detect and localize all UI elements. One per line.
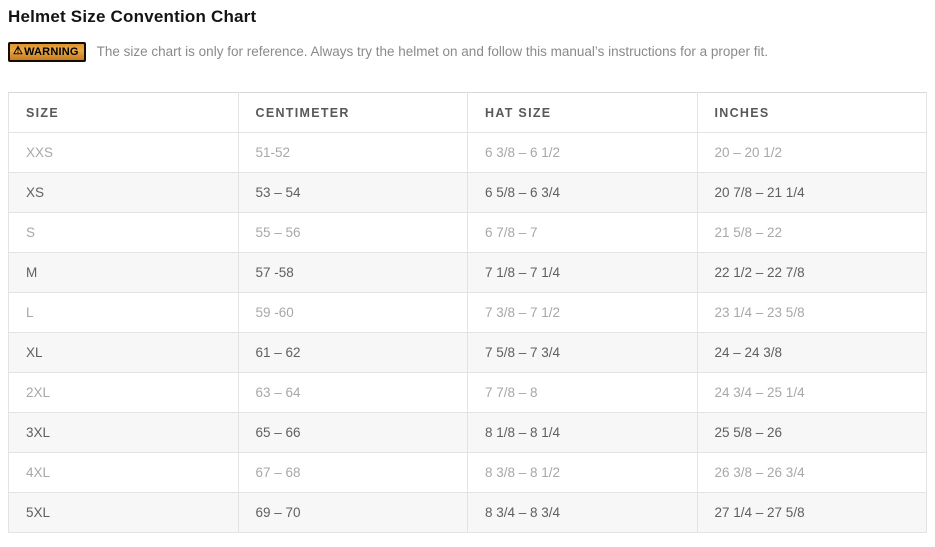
table-row <box>9 333 927 373</box>
table-cell: M <box>9 253 239 293</box>
warning-badge <box>8 42 86 62</box>
table-cell: 51-52 <box>238 133 468 173</box>
table-header-row <box>9 93 927 133</box>
table-cell: 20 7/8 – 21 1/4 <box>697 173 927 213</box>
table-cell: S <box>9 213 239 253</box>
table-row <box>9 173 927 213</box>
table-cell: L <box>9 293 239 333</box>
table-cell: 55 – 56 <box>238 213 468 253</box>
table-cell: 6 5/8 – 6 3/4 <box>468 173 698 213</box>
table-row <box>9 413 927 453</box>
table-cell: 69 – 70 <box>238 493 468 533</box>
warning-row <box>8 41 927 62</box>
table-cell: 4XL <box>9 453 239 493</box>
table-row <box>9 453 927 493</box>
table-row <box>9 213 927 253</box>
table-row <box>9 493 927 533</box>
table-cell: XS <box>9 173 239 213</box>
table-cell: 7 7/8 – 8 <box>468 373 698 413</box>
table-cell: 2XL <box>9 373 239 413</box>
column-header-hat-size: HAT SIZE <box>468 93 698 133</box>
table-cell: 27 1/4 – 27 5/8 <box>697 493 927 533</box>
table-cell: XXS <box>9 133 239 173</box>
column-header-size: SIZE <box>9 93 239 133</box>
table-cell: 20 – 20 1/2 <box>697 133 927 173</box>
table-cell: 23 1/4 – 23 5/8 <box>697 293 927 333</box>
table-row <box>9 133 927 173</box>
table-cell: 5XL <box>9 493 239 533</box>
page-title: Helmet Size Convention Chart <box>8 7 257 26</box>
table-cell: 61 – 62 <box>238 333 468 373</box>
table-row <box>9 373 927 413</box>
table-cell: 3XL <box>9 413 239 453</box>
table-cell: 26 3/8 – 26 3/4 <box>697 453 927 493</box>
table-cell: 6 7/8 – 7 <box>468 213 698 253</box>
table-cell: 57 -58 <box>238 253 468 293</box>
table-cell: 8 3/4 – 8 3/4 <box>468 493 698 533</box>
table-row <box>9 253 927 293</box>
table-cell: 53 – 54 <box>238 173 468 213</box>
table-cell: 22 1/2 – 22 7/8 <box>697 253 927 293</box>
table-cell: 25 5/8 – 26 <box>697 413 927 453</box>
size-chart-body <box>9 133 927 533</box>
table-cell: 7 5/8 – 7 3/4 <box>468 333 698 373</box>
table-cell: 6 3/8 – 6 1/2 <box>468 133 698 173</box>
column-header-centimeter: CENTIMETER <box>238 93 468 133</box>
table-cell: 8 1/8 – 8 1/4 <box>468 413 698 453</box>
table-cell: 7 3/8 – 7 1/2 <box>468 293 698 333</box>
warning-triangle-icon: ⚠ <box>13 45 24 57</box>
warning-badge-label: WARNING <box>24 45 79 58</box>
size-chart-table <box>8 92 927 533</box>
table-cell: 21 5/8 – 22 <box>697 213 927 253</box>
table-cell: 65 – 66 <box>238 413 468 453</box>
table-cell: 24 3/4 – 25 1/4 <box>697 373 927 413</box>
table-cell: 24 – 24 3/8 <box>697 333 927 373</box>
table-cell: 67 – 68 <box>238 453 468 493</box>
size-chart-header <box>9 93 927 133</box>
column-header-inches: INCHES <box>697 93 927 133</box>
table-row <box>9 293 927 333</box>
table-cell: 59 -60 <box>238 293 468 333</box>
table-cell: 8 3/8 – 8 1/2 <box>468 453 698 493</box>
table-cell: 7 1/8 – 7 1/4 <box>468 253 698 293</box>
table-cell: 63 – 64 <box>238 373 468 413</box>
table-cell: XL <box>9 333 239 373</box>
warning-text: The size chart is only for reference. Always try the helmet on and follow this manual’s instructions for a proper fit. <box>96 44 768 59</box>
